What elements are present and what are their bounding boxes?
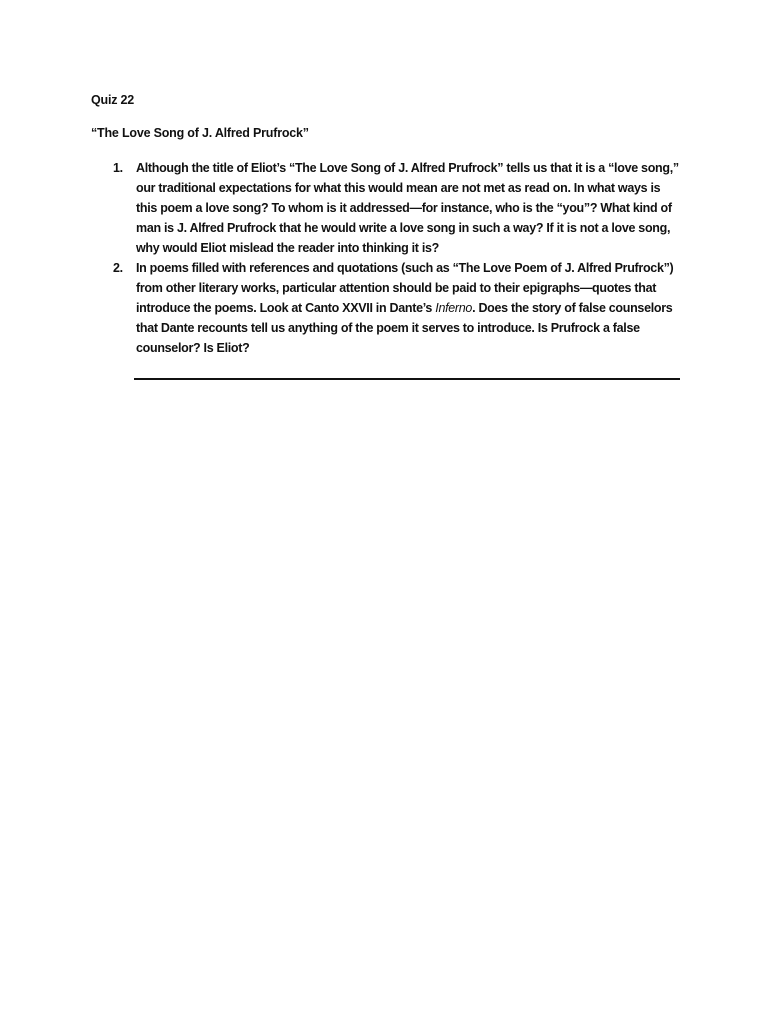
question-number: 2.	[113, 261, 123, 275]
question-line	[136, 298, 691, 318]
question-list	[91, 158, 691, 358]
question-item-1	[91, 158, 691, 258]
question-text: . Does the story of false counselors	[472, 301, 673, 315]
question-line: this poem a love song? To whom is it addressed—for instance, who is the “you”? What kind of	[136, 201, 672, 215]
question-line: from other literary works, particular attention should be paid to their epigraphs—quotes that	[136, 281, 657, 295]
question-line: Although the title of Eliot’s “The Love Song of J. Alfred Prufrock” tells us that it is a “love song,”	[136, 161, 679, 175]
italic-title: Inferno	[435, 301, 473, 315]
question-number: 1.	[113, 161, 123, 175]
question-item-2	[91, 258, 691, 358]
question-text: introduce the poems. Look at Canto XXVII in Dante’s	[136, 301, 436, 315]
poem-heading: “The Love Song of J. Alfred Prufrock”	[91, 126, 309, 140]
horizontal-divider	[134, 378, 680, 380]
quiz-title: Quiz 22	[91, 93, 135, 107]
question-line: why would Eliot mislead the reader into thinking it is?	[136, 241, 439, 255]
question-line: that Dante recounts tell us anything of the poem it serves to introduce. Is Prufrock a false	[136, 321, 640, 335]
question-line: In poems filled with references and quotations (such as “The Love Poem of J. Alfred Prufrock”)	[136, 261, 674, 275]
question-line: counselor? Is Eliot?	[136, 341, 250, 355]
question-line: man is J. Alfred Prufrock that he would write a love song in such a way? If it is not a love song,	[136, 221, 671, 235]
question-line: our traditional expectations for what this would mean are not met as read on. In what ways is	[136, 181, 661, 195]
